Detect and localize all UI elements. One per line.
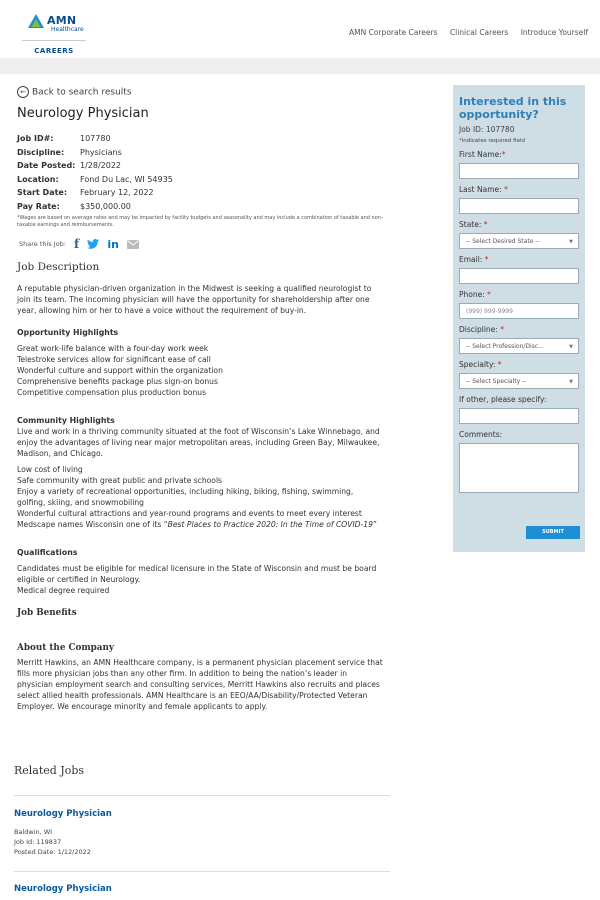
email-field[interactable] [459,268,579,284]
medscape-line: Medscape names Wisconsin one of its “Best Places to Practice 2020: In the Time of COVID-19” [17,520,377,529]
list-item: Enjoy a variety of recreational opportunities, including hiking, biking, fishing, swimming, golfing, skiing, and snowmobiling [17,487,354,507]
job-title: Neurology Physician [17,106,149,121]
related-job [14,809,390,857]
meta-date-posted: Date Posted: 1/28/2022 [17,161,122,170]
qualification-item: Medical degree required [17,586,110,595]
job-intro: A reputable physician-driven organization in the Midwest is seeking a qualified neurologist to join its team. The incoming physician will have the opportunity for shareholdership after one year, allowing him or her to have a voice without the requirement of buy-in. [17,284,372,315]
logo-careers: CAREERS [34,47,74,55]
facebook-icon[interactable]: f [74,237,80,251]
divider [14,871,390,872]
top-nav [339,28,588,37]
state-select[interactable]: -- Select Desired State -- ▼ [459,233,579,249]
share-bar [19,237,139,251]
specialty-select[interactable]: -- Select Specialty -- ▼ [459,373,579,389]
phone-field[interactable]: (999) 999-9999 [459,303,579,319]
meta-job-id: Job ID#: 107780 [17,134,111,143]
discipline-select[interactable]: -- Select Profession/Disc... ▼ [459,338,579,354]
header-band [0,58,600,74]
list-item: Great work-life balance with a four-day work week [17,344,209,353]
discipline-label: Discipline: * [459,325,504,334]
list-item: Competitive compensation plus production bonus [17,388,207,397]
logo-name: AMN [47,14,77,27]
qualification-item: Candidates must be eligible for medical licensure in the State of Wisconsin and must be board eligible or certified in Neurology. [17,564,377,584]
logo-subtitle: Healthcare [51,26,84,33]
related-job-title[interactable]: Neurology Physician [14,809,112,819]
meta-location: Location: Fond Du Lac, WI 54935 [17,174,173,184]
qualifications-heading: Qualifications [17,548,78,557]
community-heading: Community Highlights [17,416,115,425]
list-item: Safe community with great public and private schools [17,476,223,485]
dropdown-arrow-icon: ▼ [569,239,573,245]
opportunity-heading: Opportunity Highlights [17,328,119,337]
dropdown-arrow-icon: ▼ [569,379,573,385]
about-company-heading: About the Company [17,643,115,653]
submit-button[interactable]: SUBMIT [526,526,580,539]
first-name-label: First Name:* [459,150,506,159]
form-title: Interested in this opportunity? [459,95,567,121]
related-job-posted: Posted Date: 1/12/2022 [14,848,91,856]
linkedin-icon[interactable]: in [107,237,119,251]
email-label: Email: * [459,255,489,264]
nav-introduce-yourself[interactable]: Introduce Yourself [520,28,588,37]
related-jobs-heading: Related Jobs [14,764,85,777]
company-text: Merritt Hawkins, an AMN Healthcare company, is a permanent physician placement service that fills more physician jobs than any other firm. In addition to being the nation’s leader in physician employment search and consulting services, Merritt Hawkins also recruits and places select allied health professionals. AMN Healthcare is an EEO/AA/Disability/Protected Veteran Employer. We encourage minority and female applicants to apply. [17,658,383,711]
comments-label: Comments: [459,430,503,439]
nav-clinical-careers[interactable]: Clinical Careers [449,28,509,37]
last-name-field[interactable] [459,198,579,214]
list-item: Wonderful cultural attractions and year-round programs and events to meet every interest [17,509,362,518]
dropdown-arrow-icon: ▼ [569,344,573,350]
phone-label: Phone: * [459,290,491,299]
related-job-location: Baldwin, WI [14,828,53,836]
meta-pay-rate: Pay Rate: $350,000.00 [17,201,131,211]
meta-discipline: Discipline: Physicians [17,147,122,157]
community-intro: Live and work in a thriving community situated at the foot of Wisconsin’s Lake Winnebago, and enjoy the advantages of living near major metropolitan areas, including Green Bay, Milwaukee, Madison, and Chicago. [17,427,380,458]
list-item: Low cost of living [17,465,83,474]
email-icon[interactable] [127,240,139,249]
twitter-icon[interactable] [87,239,99,249]
nav-amn-corporate-careers[interactable]: AMN Corporate Careers [349,28,438,37]
wages-note: *Wages are based on average rates and may be impacted by facility budgets and seasonality and may include a combination of taxable and non-taxable earnings and reimbursements. [17,215,383,228]
related-job-id: Job Id: 119837 [14,838,62,846]
form-job-id: Job ID: 107780 [459,125,515,134]
divider [14,795,390,796]
first-name-field[interactable] [459,163,579,179]
other-specialty-label: If other, please specify: [459,395,547,404]
other-specialty-field[interactable] [459,408,579,424]
job-meta [17,134,173,215]
back-label: Back to search results [32,87,132,98]
related-job [14,884,390,894]
comments-field[interactable] [459,443,579,493]
logo-divider [22,40,86,41]
job-benefits-heading: Job Benefits [17,608,77,618]
list-item: Telestroke services allow for significant ease of call [17,355,211,364]
logo-mark-icon [28,14,44,30]
list-item: Wonderful culture and support within the organization [17,366,223,375]
amn-logo[interactable] [22,12,86,56]
specialty-label: Specialty: * [459,360,502,369]
last-name-label: Last Name: * [459,185,508,194]
related-job-title[interactable]: Neurology Physician [14,884,112,894]
back-arrow-icon: ← [17,86,29,98]
meta-start-date: Start Date: February 12, 2022 [17,188,154,197]
list-item: Comprehensive benefits package plus sign-on bonus [17,377,218,386]
back-to-search-link[interactable] [17,86,132,98]
state-label: State: * [459,220,488,229]
job-description [17,262,383,712]
required-note: *indicates required field [459,138,525,144]
job-description-heading: Job Description [17,261,100,273]
site-header [0,0,600,58]
apply-form [453,85,585,552]
share-label: Share this Job: [19,240,66,248]
